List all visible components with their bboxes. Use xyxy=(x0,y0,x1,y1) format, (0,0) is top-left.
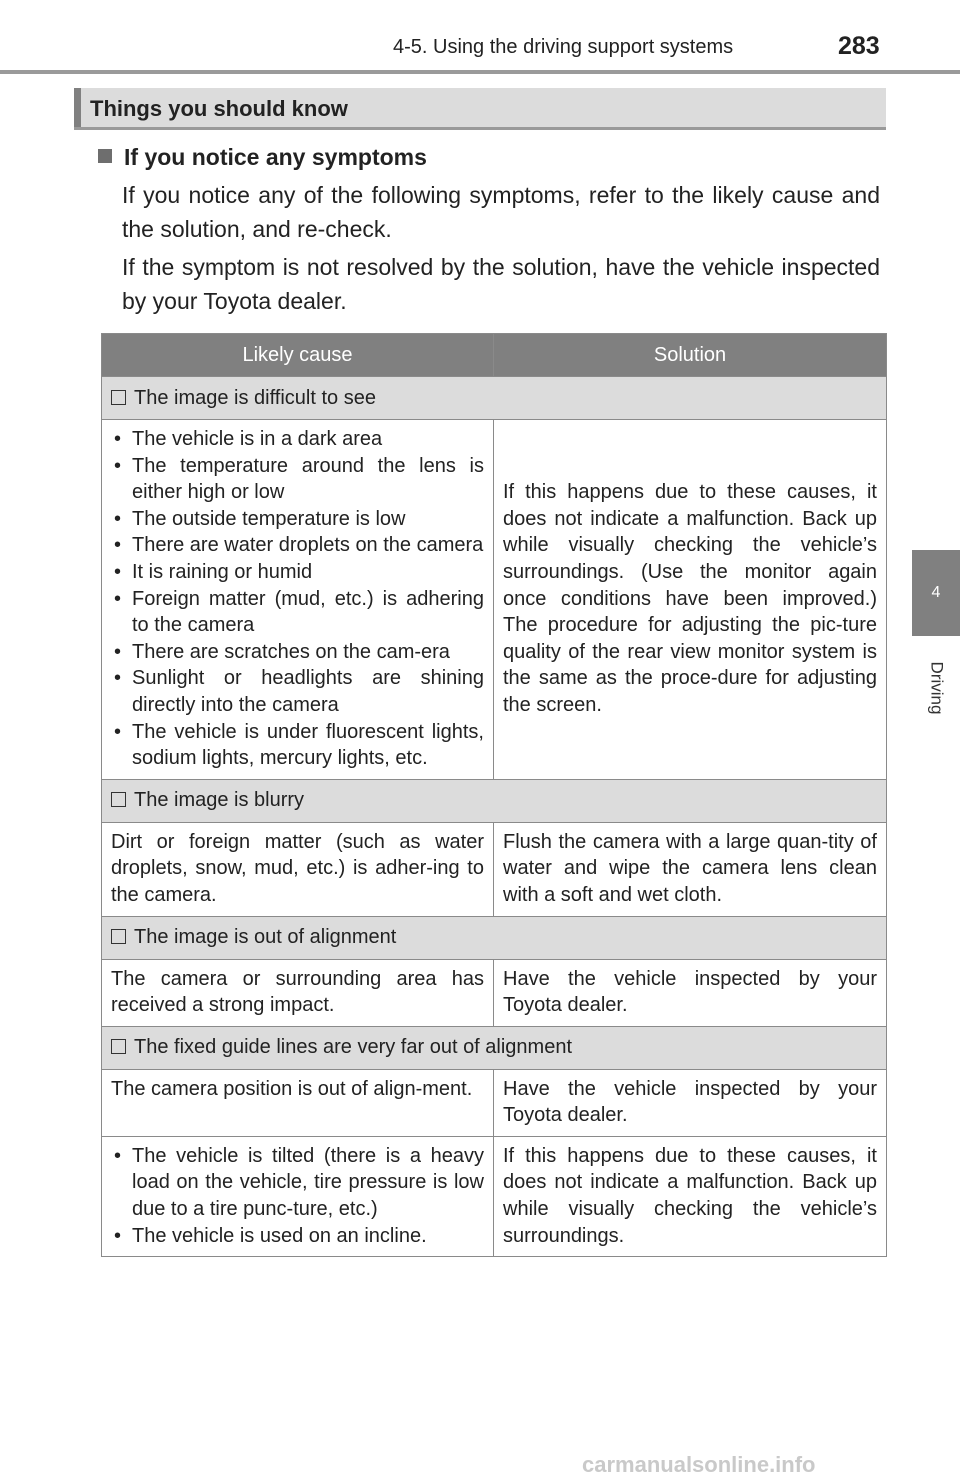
category-row xyxy=(102,377,887,420)
cause-bullet: • There are scratches on the cam-era xyxy=(111,639,484,666)
section-heading-title: Things you should know xyxy=(90,96,348,121)
checkbox-icon xyxy=(111,1039,126,1054)
cause-bullet: • It is raining or humid xyxy=(111,559,484,586)
cause-cell: Dirt or foreign matter (such as water droplets, snow, mud, etc.) is adher-ing to the camera. xyxy=(102,822,494,916)
table-header-row xyxy=(102,334,887,377)
category-row xyxy=(102,916,887,959)
chapter-label xyxy=(916,648,956,728)
running-header-title: 4-5. Using the driving support systems xyxy=(393,36,734,58)
category-row xyxy=(102,779,887,822)
watermark: carmanualsonline.info xyxy=(582,1452,816,1477)
category-cell xyxy=(102,377,887,420)
checkbox-icon xyxy=(111,390,126,405)
cause-bullet: • The vehicle is in a dark area xyxy=(111,426,484,453)
solution-cell: If this happens due to these causes, it does not indicate a malfunction. Back up while visually checking the vehicle’s surroundings. xyxy=(494,1136,887,1256)
category-label: The image is out of alignment xyxy=(134,926,397,948)
cause-cell xyxy=(102,420,494,780)
header-likely-cause: Likely cause xyxy=(102,334,494,377)
page-number: 283 xyxy=(838,32,880,60)
cause-cell: The camera position is out of align-ment. xyxy=(102,1069,494,1136)
chapter-number: 4 xyxy=(931,584,941,601)
cause-bullet: • The vehicle is used on an incline. xyxy=(111,1223,484,1250)
section-heading xyxy=(74,88,886,130)
subheading xyxy=(98,144,427,171)
table-row xyxy=(102,1069,887,1136)
table-row xyxy=(102,1136,887,1256)
category-cell xyxy=(102,1026,887,1069)
intro-paragraph: If you notice any of the following symptoms, refer to the likely cause and the solution, and re-check. xyxy=(122,182,880,242)
table-row xyxy=(102,420,887,780)
category-label: The image is blurry xyxy=(134,789,305,812)
solution-cell: If this happens due to these causes, it does not indicate a malfunction. Back up while visually checking the vehicle’s surroundings. (Use the monitor again once conditions have been improved.) The procedure for adjusting the pic-ture quality of the rear view monitor system is the same as the proce-dure for adjusting the screen. xyxy=(494,420,887,780)
header-solution: Solution xyxy=(494,334,887,377)
cause-bullet: • The outside temperature is low xyxy=(111,506,484,533)
cause-bullet: • Sunlight or headlights are shining directly into the camera xyxy=(111,665,484,718)
cause-cell xyxy=(102,1136,494,1256)
solution-cell: Have the vehicle inspected by your Toyota dealer. xyxy=(494,1069,887,1136)
checkbox-icon xyxy=(111,792,126,807)
cause-bullet: • The vehicle is tilted (there is a heavy load on the vehicle, tire pressure is low due to a tire punc-ture, etc.) xyxy=(111,1143,484,1223)
square-bullet-icon xyxy=(98,149,112,163)
cause-bullet: • The temperature around the lens is either high or low xyxy=(111,453,484,506)
category-row xyxy=(102,1026,887,1069)
symptom-table xyxy=(101,333,887,1257)
chapter-label-text: Driving xyxy=(927,661,946,715)
category-label: The image is difficult to see xyxy=(134,386,376,409)
category-label: The fixed guide lines are very far out of alignment xyxy=(134,1036,573,1059)
cause-bullet: • The vehicle is under fluorescent lights, sodium lights, mercury lights, etc. xyxy=(111,719,484,772)
category-cell xyxy=(102,916,887,959)
solution-cell: Have the vehicle inspected by your Toyota dealer. xyxy=(494,959,887,1026)
table-row xyxy=(102,959,887,1026)
category-cell xyxy=(102,779,887,822)
subheading-text: If you notice any symptoms xyxy=(124,144,427,170)
dealer-paragraph: If the symptom is not resolved by the solution, have the vehicle inspected by your Toyota dealer. xyxy=(122,254,880,314)
cause-bullet: • Foreign matter (mud, etc.) is adhering to the camera xyxy=(111,586,484,639)
header-divider xyxy=(0,70,960,74)
solution-cell: Flush the camera with a large quan-tity of water and wipe the camera lens clean with a soft and wet cloth. xyxy=(494,822,887,916)
section-heading-accent xyxy=(74,88,81,127)
cause-cell: The camera or surrounding area has received a strong impact. xyxy=(102,959,494,1026)
table-row xyxy=(102,822,887,916)
cause-bullet: • There are water droplets on the camera xyxy=(111,532,484,559)
chapter-tab xyxy=(912,550,960,636)
checkbox-icon xyxy=(111,929,126,944)
